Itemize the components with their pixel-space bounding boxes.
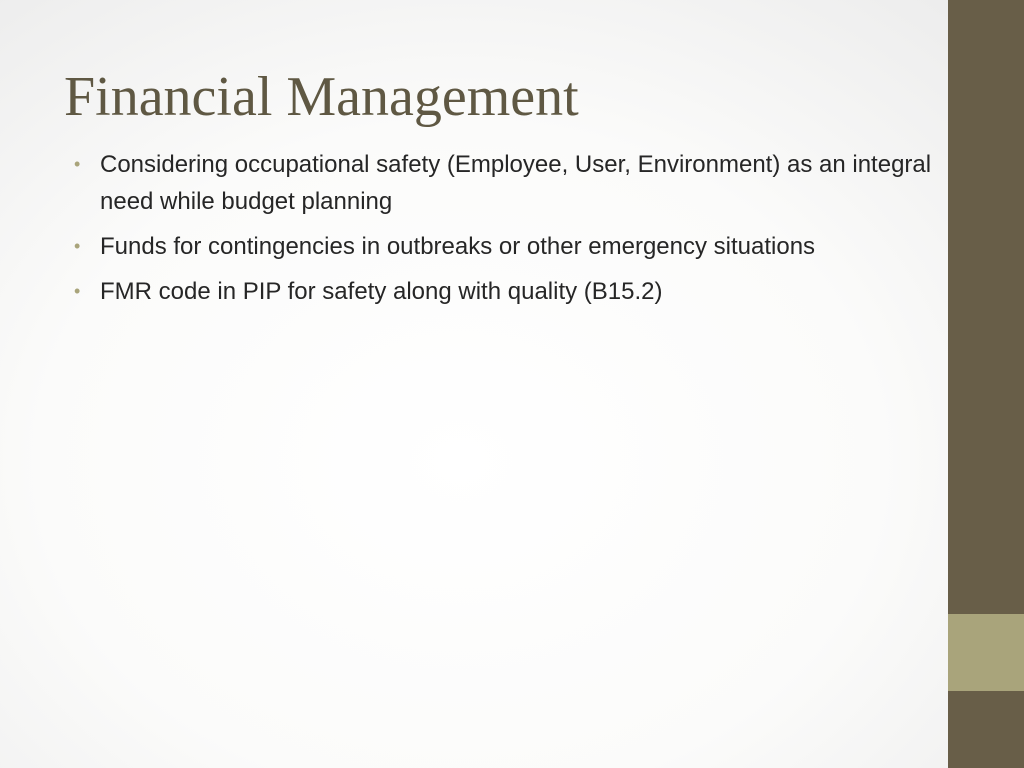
bullet-dot-icon: • [74,281,81,301]
bullet-list [74,146,974,318]
side-accent-block [948,614,1024,691]
bullet-text: Funds for contingencies in outbreaks or other emergency situations [100,233,816,260]
bullet-item [74,273,974,310]
bullet-item [74,146,960,220]
bullet-dot-icon: • [74,236,81,256]
bullet-dot-icon: • [74,154,81,174]
bullet-item [74,228,974,265]
slide-title: Financial Management [64,66,579,128]
bullet-text: FMR code in PIP for safety along with quality (B15.2) [100,278,663,305]
bullet-text: Considering occupational safety (Employee, User, Environment) as an integral need while budget planning [100,151,932,215]
